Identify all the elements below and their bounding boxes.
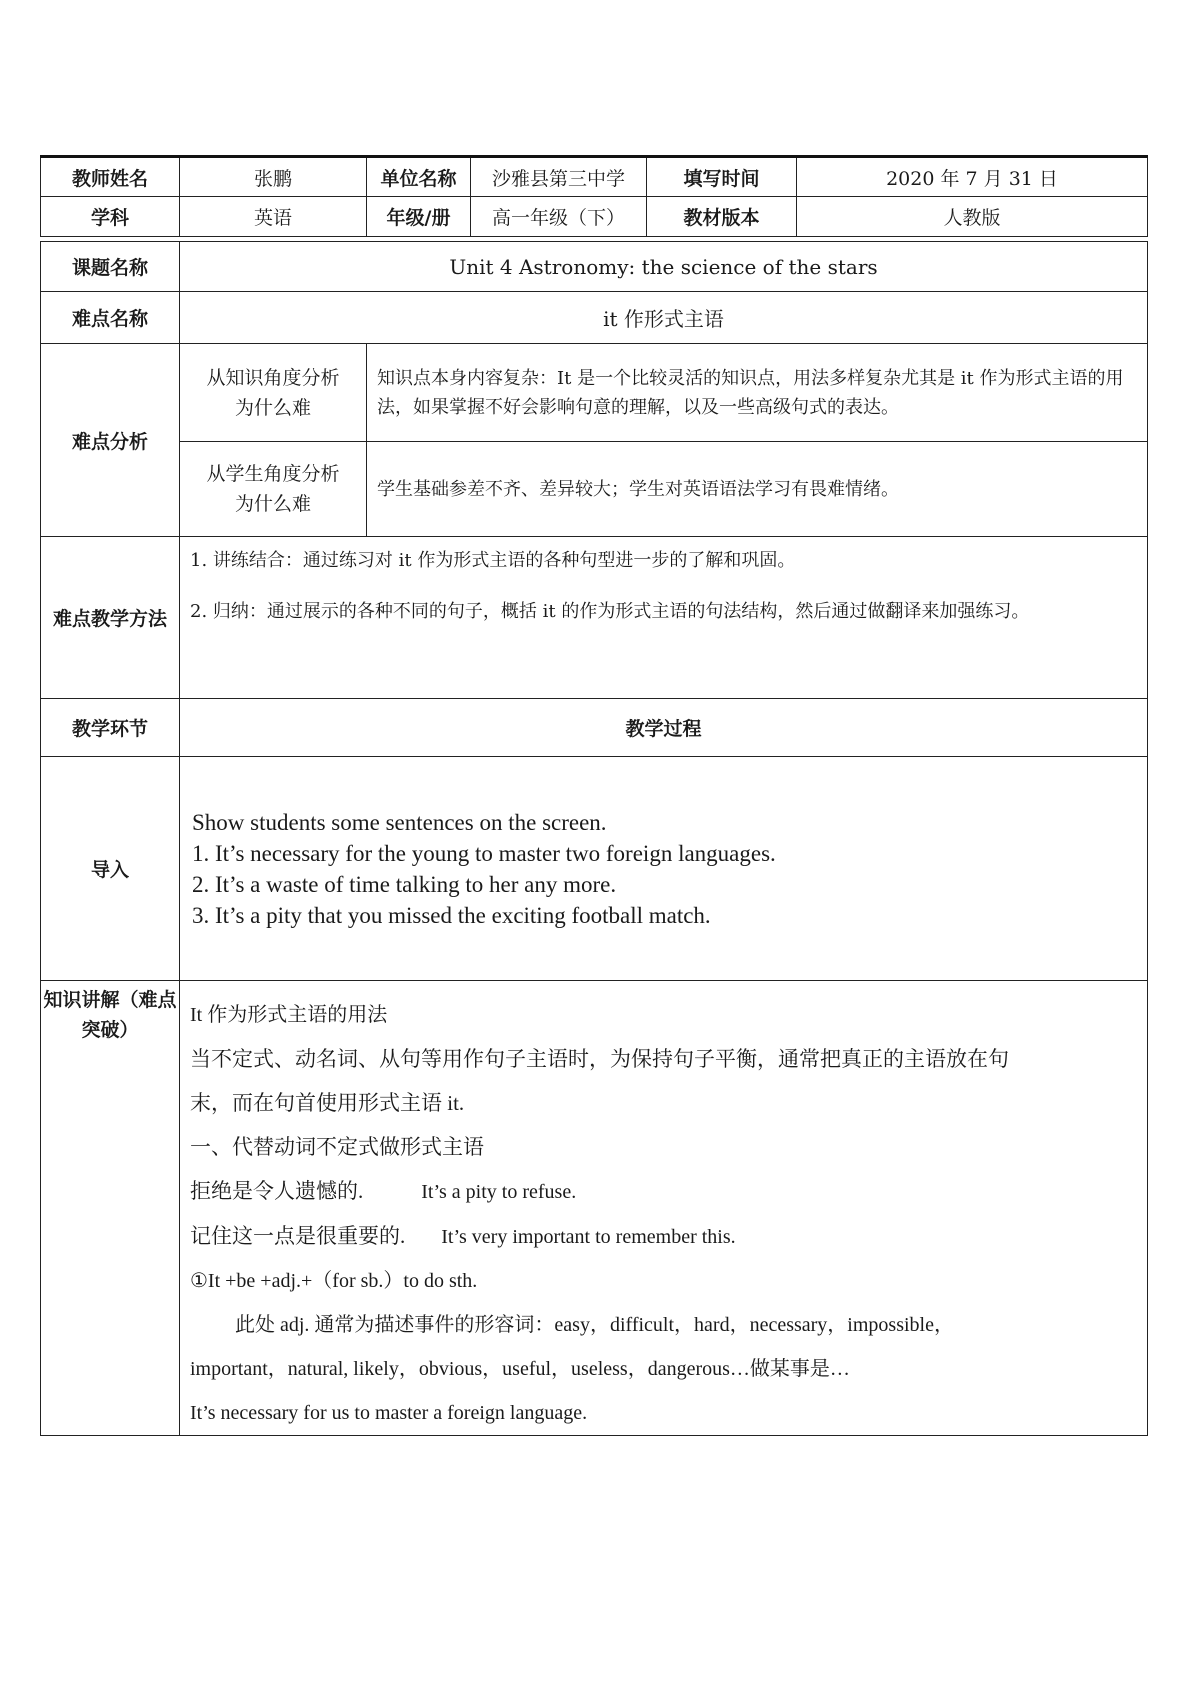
method-label: 难点教学方法 <box>41 537 180 699</box>
lesson-plan-form <box>40 155 1147 1436</box>
intro-line: 1. It’s necessary for the young to master two foreign languages. <box>192 840 776 866</box>
edition-value: 人教版 <box>797 197 1148 237</box>
knowledge-line <box>190 1169 1137 1214</box>
method-item-2: 2. 归纳：通过展示的各种不同的句子，概括 it 的作为形式主语的句法结构，然后通过做翻译来加强练习。 <box>190 601 1030 622</box>
intro-line: 3. It’s a pity that you missed the exciting football match. <box>192 902 711 928</box>
knowledge-line: 当不定式、动名词、从句等用作句子主语时，为保持句子平衡，通常把真正的主语放在句 <box>190 1047 1009 1071</box>
knowledge-line <box>190 1214 1137 1259</box>
subject-value: 英语 <box>180 197 367 237</box>
date-value: 2020 年 7 月 31 日 <box>797 157 1148 197</box>
knowledge-en: It’s very important to remember this. <box>441 1226 736 1248</box>
knowledge-line: 此处 adj. 通常为描述事件的形容词：easy，difficult，hard，necessary，impossible， <box>235 1314 954 1336</box>
form-table <box>40 155 1148 1436</box>
teacher-label: 教师姓名 <box>41 157 180 197</box>
method-item-1: 1. 讲练结合：通过练习对 it 作为形式主语的各种句型进一步的了解和巩固。 <box>190 550 796 571</box>
knowledge-en: It’s a pity to refuse. <box>421 1181 577 1203</box>
intro-line: Show students some sentences on the screen. <box>192 809 607 835</box>
topic-label: 课题名称 <box>41 242 180 292</box>
knowledge-line: It’s necessary for us to master a foreign language. <box>190 1402 588 1424</box>
unit-value: 沙雅县第三中学 <box>471 157 647 197</box>
topic-value: Unit 4 Astronomy: the science of the stars <box>180 242 1148 292</box>
unit-label: 单位名称 <box>367 157 471 197</box>
intro-content <box>180 757 1148 981</box>
knowledge-line: 一、代替动词不定式做形式主语 <box>190 1135 484 1159</box>
teacher-value: 张鹏 <box>180 157 367 197</box>
intro-label: 导入 <box>41 757 180 981</box>
student-angle-text: 学生基础参差不齐、差异较大；学生对英语语法学习有畏难情绪。 <box>367 442 1148 537</box>
difficulty-label: 难点名称 <box>41 292 180 344</box>
difficulty-value: it 作形式主语 <box>180 292 1148 344</box>
analysis-label: 难点分析 <box>41 344 180 537</box>
process-header: 教学过程 <box>180 699 1148 757</box>
grade-label: 年级/册 <box>367 197 471 237</box>
knowledge-cn: 记住这一点是很重要的. <box>190 1224 406 1248</box>
knowledge-angle-text: 知识点本身内容复杂：It 是一个比较灵活的知识点，用法多样复杂尤其是 it 作为形式主语的用法，如果掌握不好会影响句意的理解，以及一些高级句式的表达。 <box>367 344 1148 442</box>
knowledge-line: It 作为形式主语的用法 <box>190 1004 388 1026</box>
knowledge-line: important，natural, likely，obvious，useful，useless，dangerous…做某事是… <box>190 1358 850 1380</box>
knowledge-angle-label: 从知识角度分析为什么难 <box>180 344 367 442</box>
grade-value: 高一年级（下） <box>471 197 647 237</box>
student-angle-label: 从学生角度分析为什么难 <box>180 442 367 537</box>
date-label: 填写时间 <box>647 157 797 197</box>
intro-line: 2. It’s a waste of time talking to her any more. <box>192 871 617 897</box>
knowledge-cn: 拒绝是令人遗憾的. <box>190 1179 364 1203</box>
knowledge-content <box>180 981 1148 1436</box>
knowledge-line: 末，而在句首使用形式主语 it. <box>190 1091 465 1115</box>
subject-label: 学科 <box>41 197 180 237</box>
edition-label: 教材版本 <box>647 197 797 237</box>
knowledge-line: ①It +be +adj.+（for sb.）to do sth. <box>190 1270 478 1292</box>
knowledge-label: 知识讲解（难点突破） <box>41 981 180 1436</box>
stage-header: 教学环节 <box>41 699 180 757</box>
method-content <box>180 537 1148 699</box>
